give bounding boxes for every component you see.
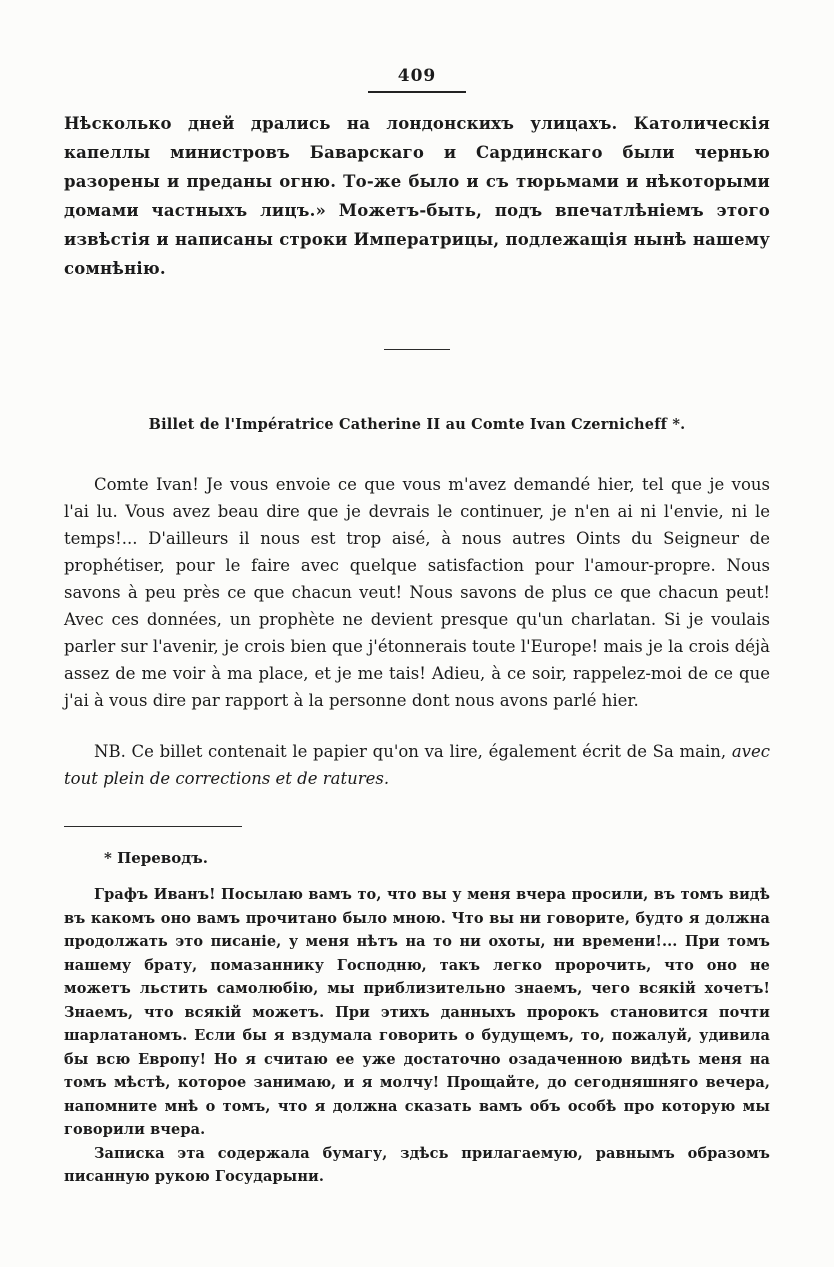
intro-paragraph: Нѣсколько дней дрались на лондонскихъ улицахъ. Католическія капеллы министровъ Баварскаго и Сардинскаго были чернью разорены и преданы огню. То-же было и съ тюрьмами и нѣкоторыми домами частныхъ лицъ.» Можетъ-быть, подъ впечатлѣніемъ этого извѣстія и написаны строки Императрицы, подлежащія нынѣ нашему сомнѣнію.: [64, 114, 770, 278]
footnote-paragraph-2: Записка эта содержала бумагу, здѣсь прилагаемую, равнымъ образомъ писанную рукою Государыни.: [64, 1144, 770, 1185]
footnote-heading: * Переводъ.: [104, 849, 208, 867]
billet-body-paragraph: Comte Ivan! Je vous envoie ce que vous m'avez demandé hier, tel que je vous l'ai lu. Vous avez beau dire que je devrais le continuer, je n'en ai ni l'envie, ni le temps!... D'ailleurs il nous est trop aisé, à nous autres Oints du Seigneur de prophétiser, pour le faire avec quelque satisfaction pour l'amour-propre. Nous savons à peu près ce que chacun veut! Nous savons de plus ce que chacun peut! Avec ces données, un prophète ne devient presque qu'un charlatan. Si je voulais parler sur l'avenir, je crois bien que j'étonnerais toute l'Europe! mais je la crois déjà assez de me voir à ma place, et je me tais! Adieu, à ce soir, rappelez-moi de ce que j'ai à vous dire par rapport à la personne dont nous avons parlé hier.: [64, 475, 770, 710]
page-header: [64, 66, 770, 93]
footnote-section: [64, 849, 770, 1189]
nb-text: NB. Ce billet contenait le papier qu'on va lire, également écrit de Sa main,: [94, 742, 732, 761]
page-number: 409: [368, 66, 467, 93]
footnote-divider: [64, 826, 242, 827]
nb-paragraph: [64, 738, 770, 792]
section-divider: [384, 349, 450, 350]
nb-italic-text: avec tout plein de corrections et de ratures.: [64, 742, 770, 788]
billet-heading: Billet de l'Impératrice Catherine II au Comte Ivan Czernicheff *.: [148, 416, 686, 433]
footnote-paragraph-1: Графъ Иванъ! Посылаю вамъ то, что вы у меня вчера просили, въ томъ видѣ въ какомъ оно вамъ прочитано было мною. Что вы ни говорите, будто я должна продолжать это писаніе, у меня нѣтъ на то ни охоты, ни времени!... При томъ нашему брату, помазаннику Господню, такъ легко пророчить, что оно не можетъ льстить самолюбію, мы приблизительно знаемъ, чего всякій хочетъ! Знаемъ, что всякій можетъ. При этихъ данныхъ пророкъ становится почти шарлатаномъ. Если бы я вздумала говорить о будущемъ, то, пожалуй, удивила бы всю Европу! Но я считаю ее уже достаточно озадаченною видѣть меня на томъ мѣстѣ, которое занимаю, и я молчу! Прощайте, до сегодняшняго вечера, напомните мнѣ о томъ, что я должна сказать вамъ объ особѣ про которую мы говорили вчера.: [64, 886, 770, 1138]
